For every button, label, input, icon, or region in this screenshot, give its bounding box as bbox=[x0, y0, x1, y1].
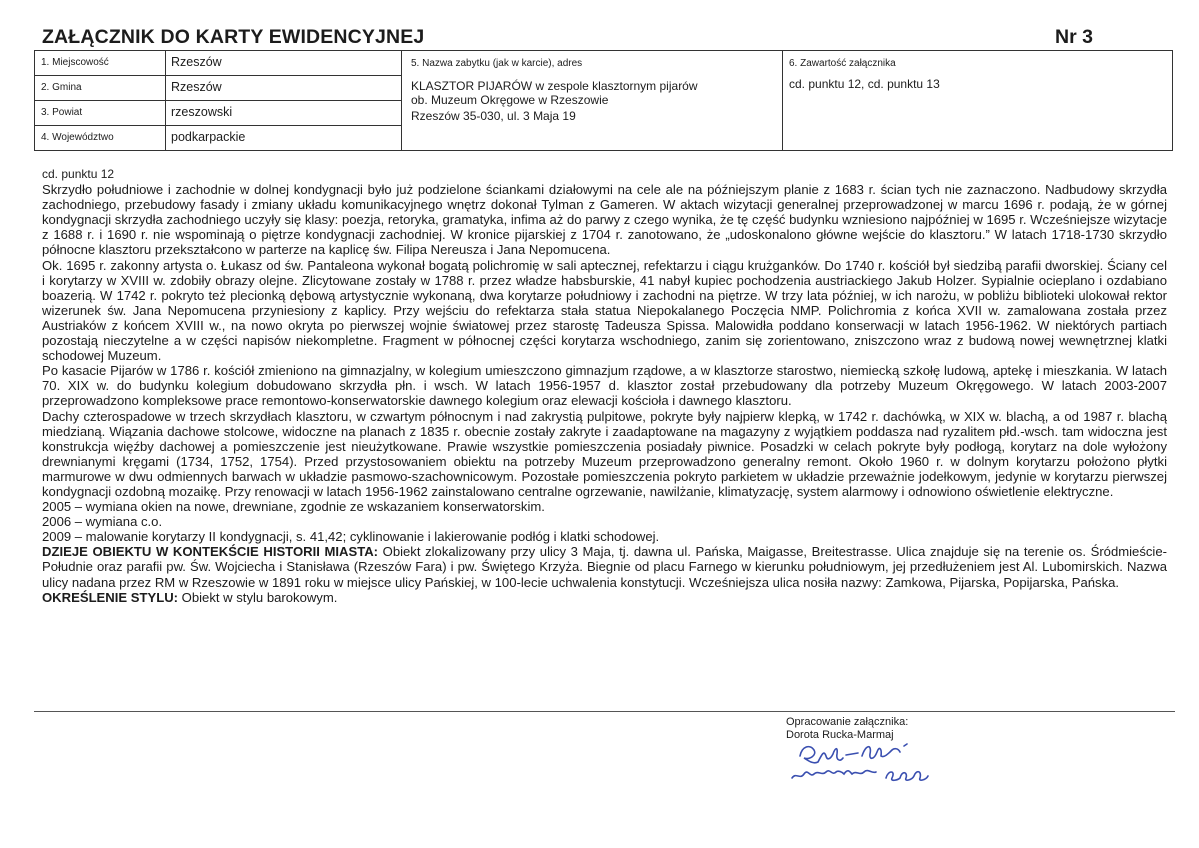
field-label: 4. Województwo bbox=[41, 132, 114, 143]
paragraph: Po kasacie Pijarów w 1786 r. kościół zmieniono na gimnazjalny, w kolegium umieszczono gimnazjum rządowe, a w klasztorze starostwo, niemiecką szkołę ludową, aptekę i mieszkania. W latach 70. XIX w. do budynku kolegium dobudowano skrzydła płn. i wsch. W latach 1956-1957 d. klasztor został przebudowany dla potrzeby Muzeum Okręgowego. W latach 2003-2007 przeprowadzono kompleksowe prace remontowo-konserwatorskie dawnego kolegium oraz elewacji kościoła i dawnego klasztoru. bbox=[42, 363, 1167, 409]
form-row-commune bbox=[35, 76, 401, 100]
author-name: Dorota Rucka-Marmaj bbox=[786, 729, 894, 741]
paragraph: 2006 – wymiana c.o. bbox=[42, 514, 163, 530]
paragraph: Ok. 1695 r. zakonny artysta o. Łukasz od św. Pantaleona wykonał bogatą polichromię w sali aptecznej, refektarzu i ciągu krużganków. Do 1740 r. kościół był siedzibą parafii dworskiej. Ściany cel i korytarzy w XVIII w. zdobiły obrazy olejne. Zlicytowane zostały w 1788 r. przez władze habsburskie, 41 nabył kupiec pochodzenia austriackiego Jakub Holzer. Sypialnie ocieplano i ozdabiano boazerią. W 1742 r. pokryto też plecionką dębową artystycznie wykonaną, dwa korytarze południowy i zachodni na piętrze. W trzy lata później, w ich narożu, w pobliżu biblioteki ulokował rektor wizerunek św. Jana Nepomucena przyniesiony z kaplicy. Przy wejściu do refektarza stała statua Niepokalanego Poczęcia NMP. Polichromia z końca XVII w. zamalowana została przez Austriaków z końcem XVIII w., na nowo okryta po pierwszej wojnie światowej przez starostę Tadeusza Spissa. Malowidła poddano konserwacji w latach 1956-1962. W niektórych partiach pozostają nieczytelne a w części napisów niekompletne. Fragment w północnej części korytarza wschodniego, zanim się zorientowano, zniszczono wraz z budową nowej wewnętrznej klatki schodowej Muzeum. bbox=[42, 257, 1167, 364]
attachment-content-label: 6. Zawartość załącznika bbox=[789, 58, 896, 69]
field-value: rzeszowski bbox=[171, 105, 233, 119]
monument-name-line: ob. Muzeum Okręgowe w Rzeszowie bbox=[411, 93, 609, 107]
document-body bbox=[42, 167, 1167, 605]
divider bbox=[782, 51, 783, 150]
monument-address: Rzeszów 35-030, ul. 3 Maja 19 bbox=[411, 109, 576, 123]
form-row-locality bbox=[35, 51, 401, 75]
attachment-content-value: cd. punktu 12, cd. punktu 13 bbox=[789, 77, 940, 91]
field-label: 2. Gmina bbox=[41, 82, 82, 93]
field-label: 3. Powiat bbox=[41, 107, 83, 118]
paragraph: 2009 – malowanie korytarzy II kondygnacji, s. 41,42; cyklinowanie i lakierowanie podłóg i klatki schodowej. bbox=[42, 529, 660, 545]
section-intro: cd. punktu 12 bbox=[42, 167, 115, 181]
record-form bbox=[34, 50, 1173, 151]
page-title: ZAŁĄCZNIK DO KARTY EWIDENCYJNEJ bbox=[42, 26, 425, 48]
handwritten-signature-image bbox=[780, 738, 960, 788]
field-label: 1. Miejscowość bbox=[41, 57, 109, 68]
history-text: Obiekt zlokalizowany przy ulicy 3 Maja, tj. dawna ul. Pańska, Maigasse, Breitestrasse. Ulica znajduje się na terenie os. Śródmieście-Południe oraz parafii pw. Św. Wojciecha i Stanisława (Rzeszów Fara) i pw. Świętego Krzyża. Biegnie od placu Farnego w kierunku południowym, jej przedłużeniem jest Al. Lubomirskich. Nazwa ulicy nadana przez RM w Rzeszowie w 1891 roku w miejsce ulicy Pańskiej, w 100-lecie uchwalenia konstytucji. Wcześniejsza ulica nosiła nazwy: Zamkowa, Pijarska, Popijarska, Pańska. bbox=[42, 544, 1167, 590]
form-row-voivodeship bbox=[35, 126, 401, 150]
style-paragraph bbox=[42, 590, 1167, 605]
style-text: Obiekt w stylu barokowym. bbox=[178, 589, 338, 605]
divider bbox=[401, 51, 402, 150]
field-value: podkarpackie bbox=[171, 130, 246, 144]
history-paragraph bbox=[42, 544, 1167, 589]
paragraph: Skrzydło południowe i zachodnie w dolnej kondygnacji było już podzielone ściankami działowymi na cele ale na późniejszym planie z 1683 r. ścian tych nie zaznaczono. Nadbudowy skrzydła zachodniego, przebudowy fasady i zmiany układu komunikacyjnego wnętrz dokonał Tylman z Gameren. W aktach wizytacji generalnej przeprowadzonej w marcu 1696 r. podają, że w górnej kondygnacji skrzydła zachodniego uczyły się klasy: poezja, retoryka, gramatyka, infima aż do parwy z czego wynika, że tę część budynku wzniesiono najpóźniej w 1695 r. Wcześniejsze wizytacje z 1688 r. i 1690 r. nie wspominają o piętrze kondygnacji zachodniej. W kronice pijarskiej z 1704 r. zanotowano, że „udoskonalono główne wejście do klasztoru.” W latach 1718-1730 skrzydło północne klasztoru przekształcono w parterze na kaplicę św. Filipa Nereusza i Jana Nepomucena. bbox=[42, 182, 1167, 258]
field-value: Rzeszów bbox=[171, 55, 222, 69]
attachment-number: Nr 3 bbox=[1055, 26, 1093, 48]
paragraph: Dachy czterospadowe w trzech skrzydłach klasztoru, w czwartym północnym i nad zakrystią pulpitowe, pokryte były najpierw klepką, w 1742 r. dachówką, w XIX w. blachą, a od 1987 r. blachą miedzianą. Wiązania dachowe stolcowe, widoczne na planach z 1835 r. obecnie zostały zakryte i zaadaptowane na magazyny z wyjątkiem poddasza nad ryzalitem płd.-wsch. tam widoczna jest konstrukcja więźby dachowej a pomieszczenie jest nieużytkowane. Prawie wszystkie pomieszczenia posiadały piwnice. Posadzki w celach pokryte były podłogą, korytarz na dole wyłożony drewnianymi kręgami (1734, 1752, 1754). Przed przystosowaniem obiektu na potrzeby Muzeum przeprowadzono generalny remont. Około 1960 r. w dolnym korytarzu położono płytki marmurowe w dwu odmiennych barwach w układzie pasmowo-szachownicowym. Pozostałe pomieszczenia pokryto parkietem w układzie przeważnie jodełkowym, jedynie w korytarzu pierwszej kondygnacji ozdobną mozaikę. Przy renowacji w latach 1956-1962 zainstalowano centralne ogrzewanie, nawilżanie, klimatyzację, system alarmowy i odnowiono oświetlenie elektryczne. bbox=[42, 408, 1167, 499]
footer-divider bbox=[34, 711, 1175, 712]
monument-name-label: 5. Nazwa zabytku (jak w karcie), adres bbox=[411, 58, 583, 69]
history-heading: DZIEJE OBIEKTU W KONTEKŚCIE HISTORII MIASTA: bbox=[42, 544, 379, 560]
paragraph: 2005 – wymiana okien na nowe, drewniane, zgodnie ze wskazaniem konserwatorskim. bbox=[42, 499, 545, 515]
field-value: Rzeszów bbox=[171, 80, 222, 94]
monument-name-line: KLASZTOR PIJARÓW w zespole klasztornym pijarów bbox=[411, 79, 698, 93]
style-heading: OKREŚLENIE STYLU: bbox=[42, 589, 179, 605]
prepared-label: Opracowanie załącznika: bbox=[786, 716, 909, 728]
form-row-district bbox=[35, 101, 401, 125]
